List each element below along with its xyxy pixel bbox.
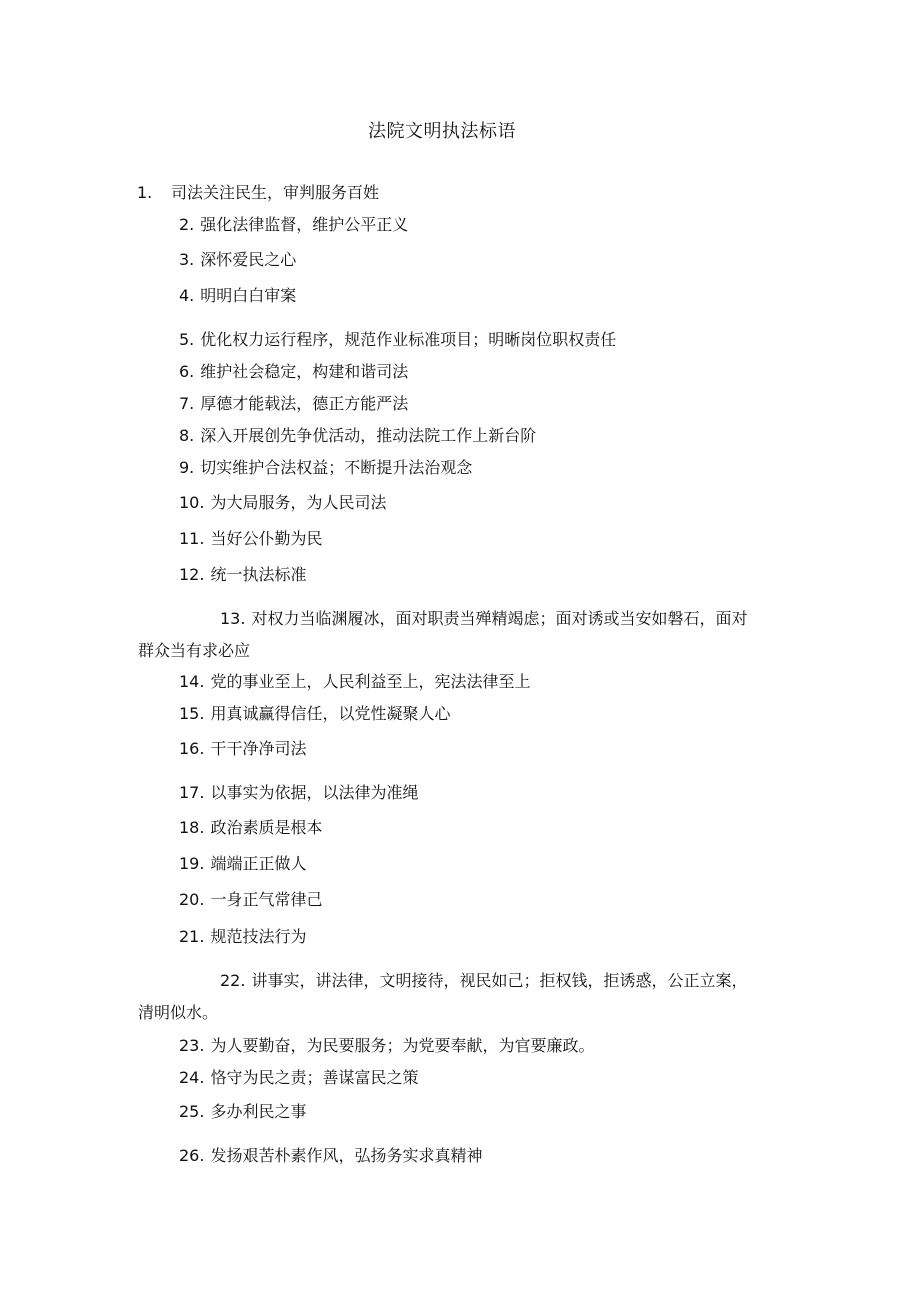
item-number: 19. (179, 854, 205, 873)
list-item (179, 285, 296, 307)
item-text: 优化权力运行程序，规范作业标准项目；明晰岗位职权责任 (200, 330, 617, 349)
list-item (179, 817, 322, 839)
list-item (179, 782, 418, 804)
item-text: 为大局服务，为人民司法 (210, 493, 387, 512)
item-number: 14. (179, 672, 205, 691)
item-number: 26. (179, 1146, 205, 1165)
item-text: 厚德才能载法，德正方能严法 (200, 394, 409, 413)
item-number: 22. (220, 971, 246, 990)
item-text: 对权力当临渊履冰，面对职责当殚精竭虑；面对诱或当安如磐石，面对群众当有求必应 (138, 609, 748, 660)
item-number: 3. (179, 250, 195, 269)
item-number: 23. (179, 1036, 205, 1055)
list-item (138, 965, 758, 1029)
item-text: 深入开展创先争优活动，推动法院工作上新台阶 (200, 426, 537, 445)
list-item (179, 425, 536, 447)
list-item (179, 853, 306, 875)
item-number: 15. (179, 704, 205, 723)
list-item (179, 1101, 306, 1123)
list-item (137, 182, 379, 204)
list-item (179, 926, 306, 948)
list-item (179, 249, 296, 271)
item-text: 多办利民之事 (210, 1102, 307, 1121)
list-item (179, 1067, 418, 1089)
item-text: 讲事实，讲法律，文明接待，视民如己；拒权钱，拒诱惑，公正立案，清明似水。 (138, 971, 748, 1022)
list-item (179, 329, 616, 351)
item-number: 13. (220, 609, 246, 628)
item-text: 规范技法行为 (210, 927, 307, 946)
item-number: 12. (179, 565, 205, 584)
item-text: 政治素质是根本 (210, 818, 323, 837)
list-item (179, 671, 530, 693)
list-item (179, 1145, 482, 1167)
list-item (179, 889, 322, 911)
item-text: 司法关注民生，审判服务百姓 (171, 183, 380, 202)
list-item (179, 492, 386, 514)
item-text: 端端正正做人 (210, 854, 307, 873)
list-item (138, 603, 758, 667)
item-number: 11. (179, 529, 205, 548)
item-number: 6. (179, 362, 195, 381)
item-text: 一身正气常律己 (210, 890, 323, 909)
item-number: 10. (179, 493, 205, 512)
list-item (179, 528, 322, 550)
item-number: 21. (179, 927, 205, 946)
item-number: 1. (137, 183, 153, 202)
list-item (179, 393, 408, 415)
item-text: 维护社会稳定，构建和谐司法 (200, 362, 409, 381)
item-text: 深怀爱民之心 (200, 250, 297, 269)
list-item (179, 564, 306, 586)
item-text: 当好公仆勤为民 (210, 529, 323, 548)
item-text: 党的事业至上，人民利益至上，宪法法律至上 (210, 672, 531, 691)
item-number: 18. (179, 818, 205, 837)
list-item (179, 738, 306, 760)
item-number: 16. (179, 739, 205, 758)
item-number: 9. (179, 458, 195, 477)
item-text: 统一执法标准 (210, 565, 307, 584)
list-item (179, 214, 408, 236)
item-number: 7. (179, 394, 195, 413)
item-text: 以事实为依据，以法律为准绳 (210, 783, 419, 802)
item-text: 为人要勤奋，为民要服务；为党要奉献，为官要廉政。 (210, 1036, 595, 1055)
item-text: 恪守为民之责；善谋富民之策 (210, 1068, 419, 1087)
item-number: 17. (179, 783, 205, 802)
list-item (179, 1035, 594, 1057)
item-number: 2. (179, 215, 195, 234)
item-text: 明明白白审案 (200, 286, 297, 305)
list-item (179, 457, 472, 479)
item-text: 强化法律监督，维护公平正义 (200, 215, 409, 234)
item-number: 20. (179, 890, 205, 909)
item-number: 25. (179, 1102, 205, 1121)
list-item (179, 361, 408, 383)
item-text: 切实维护合法权益；不断提升法治观念 (200, 458, 473, 477)
item-number: 24. (179, 1068, 205, 1087)
list-item (179, 703, 450, 725)
item-number: 5. (179, 330, 195, 349)
document-title: 法院文明执法标语 (368, 121, 516, 142)
item-text: 发扬艰苦朴素作风，弘扬务实求真精神 (210, 1146, 483, 1165)
item-text: 用真诚赢得信任，以党性凝聚人心 (210, 704, 451, 723)
item-number: 4. (179, 286, 195, 305)
item-number: 8. (179, 426, 195, 445)
item-text: 干干净净司法 (210, 739, 307, 758)
